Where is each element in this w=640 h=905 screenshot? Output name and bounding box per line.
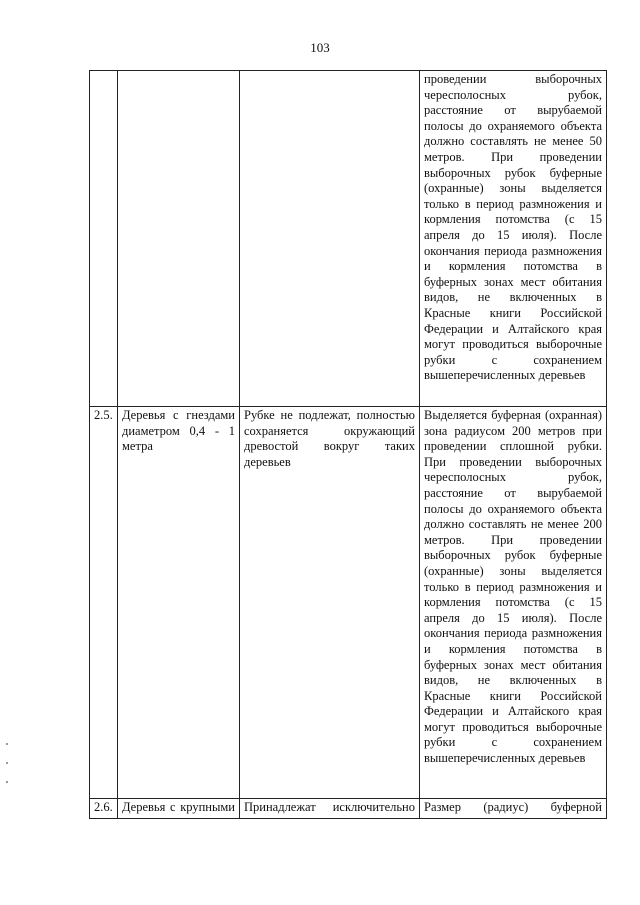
row-number: 2.6. — [90, 799, 118, 819]
table-row — [90, 799, 607, 819]
scan-mark — [6, 743, 8, 745]
zone-cell: Выделяется буферная (охранная) зона радиусом 200 метров при проведении сплошной рубки. При проведении выборочных чересполосных рубок, расстояние от вырубаемой полосы до охраняемого объекта должно составлять не менее 200 метров. При проведении выборочных рубок буферные (охранные) зоны выделяется только в период размножения и кормления потомства (с 15 апреля до 15 июля). После окончания периода размножения и кормления потомства в буферных зонах мест обитания видов, не включенных в Красные книги Российской Федерации и Алтайского края могут проводиться выборочные рубки с сохранением вышеперечисленных деревьев — [420, 407, 607, 799]
rule-cell: Принадлежат исключительно — [240, 799, 420, 819]
subject-cell — [118, 71, 240, 407]
page-number: 103 — [310, 40, 330, 55]
row-number — [90, 71, 118, 407]
scan-mark — [6, 781, 8, 783]
row-number: 2.5. — [90, 407, 118, 799]
subject-cell: Деревья с крупными — [118, 799, 240, 819]
scan-mark — [6, 762, 8, 764]
subject-cell: Деревья с гнездами диаметром 0,4 - 1 метра — [118, 407, 240, 799]
regulation-table — [89, 70, 607, 819]
table-row — [90, 71, 607, 407]
zone-cell: проведении выборочных чересполосных рубок, расстояние от вырубаемой полосы до охраняемого объекта должно составлять не менее 50 метров. При проведении выборочных рубок буферные (охранные) зоны выделяется только в период размножения и кормления потомства (с 15 апреля до 15 июля). После окончания периода размножения и кормления потомства в буферных зонах мест обитания видов, не включенных в Красные книги Российской Федерации и Алтайского края могут проводиться выборочные рубки с сохранением вышеперечисленных деревьев — [420, 71, 607, 407]
zone-cell: Размер (радиус) буферной — [420, 799, 607, 819]
rule-cell — [240, 71, 420, 407]
rule-cell: Рубке не подлежат, полностью сохраняется окружающий древостой вокруг таких деревьев — [240, 407, 420, 799]
table-row — [90, 407, 607, 799]
